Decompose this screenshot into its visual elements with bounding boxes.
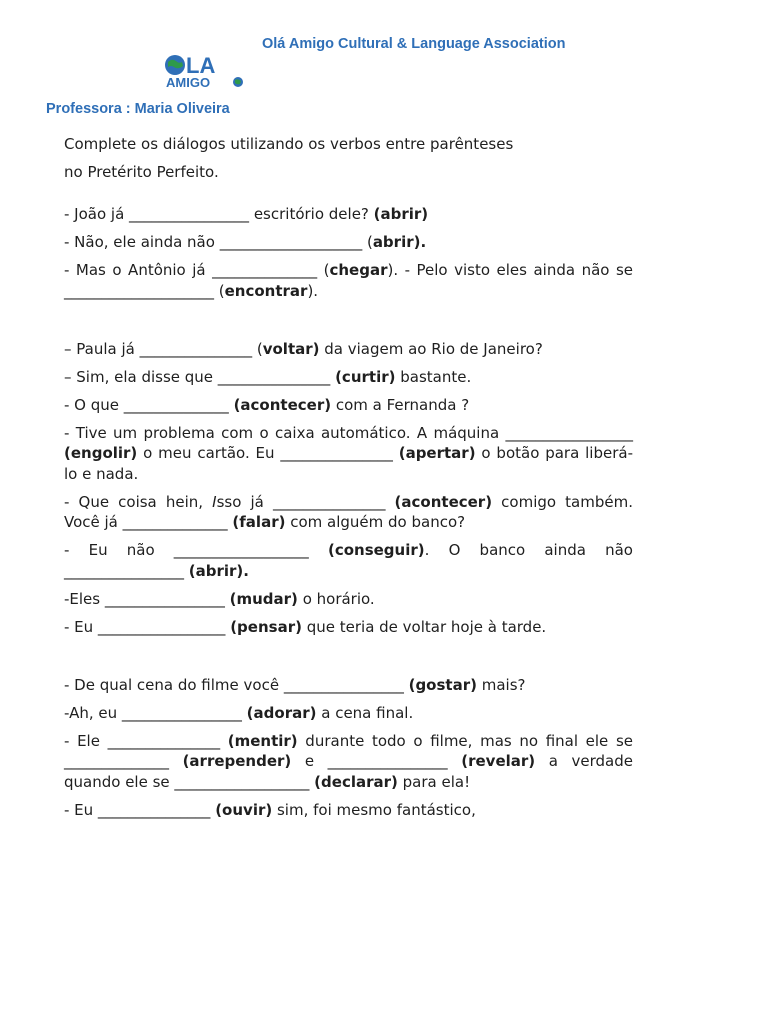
verb-hint: (gostar): [408, 675, 477, 694]
exercise-line: - João já ________________ escritório dele? (abrir): [64, 205, 429, 223]
verb-hint: (declarar): [314, 772, 398, 791]
spacer: [64, 309, 633, 339]
ola-amigo-logo: [162, 52, 246, 90]
verb-hint: chegar: [329, 261, 388, 279]
exercise-line: - Que coisa hein, Isso já _______________ (acontecer) comigo também. Você já ______________ (falar) com alguém do banco?: [64, 492, 633, 531]
exercise-line: -Ah, eu ________________ (adorar) a cena final.: [64, 703, 414, 722]
exercise-line: - Ele _______________ (mentir) durante todo o filme, mas no final ele se ______________ (arrepender) e ________________ (revelar) a verdade quando ele se __________________ (declarar) para ela!: [64, 731, 633, 791]
verb-hint: (acontecer): [394, 492, 493, 511]
exercise-line: - Eu _________________ (pensar) que teria de voltar hoje à tarde.: [64, 617, 547, 636]
exercise-line: - Não, ele ainda não ___________________ (abrir).: [64, 233, 427, 251]
verb-hint: voltar): [262, 339, 320, 358]
verb-hint: (mudar): [229, 589, 298, 608]
exercise-line: – Sim, ela disse que _______________ (curtir) bastante.: [64, 367, 472, 386]
verb-hint: (ouvir): [215, 800, 273, 819]
verb-hint: (pensar): [230, 617, 302, 636]
verb-hint: encontrar: [224, 281, 308, 300]
svg-text:LA: LA: [186, 53, 216, 78]
verb-hint: (mentir): [227, 731, 298, 750]
exercise-line: - O que ______________ (acontecer) com a Fernanda ?: [64, 395, 470, 414]
instructions-line-1: Complete os diálogos utilizando os verbos entre parênteses: [64, 135, 514, 153]
verb-hint: (engolir): [64, 444, 138, 462]
verb-hint: abrir).: [372, 233, 427, 251]
verb-hint: (apertar): [398, 444, 476, 462]
teacher-name: Professora : Maria Oliveira: [46, 101, 230, 117]
verb-hint: (falar): [232, 513, 286, 531]
verb-hint: (curtir): [335, 367, 396, 386]
exercise-line: - Tive um problema com o caixa automático. A máquina _________________ (engolir) o meu cartão. Eu _______________ (apertar) o botão para liberá-lo e nada.: [64, 423, 633, 483]
exercise-line: - De qual cena do filme você ________________ (gostar) mais?: [64, 675, 526, 694]
exercise-line: - Eu não __________________ (conseguir). O banco ainda não ________________ (abrir).: [64, 541, 633, 580]
exercise-line: - Eu _______________ (ouvir) sim, foi mesmo fantástico,: [64, 800, 476, 819]
verb-hint: (revelar): [461, 752, 536, 770]
verb-hint: (acontecer): [233, 395, 332, 414]
exercise-line: - Mas o Antônio já ______________ (chegar). - Pelo visto eles ainda não se ____________________ (encontrar).: [64, 261, 633, 300]
verb-hint: (conseguir): [327, 541, 425, 559]
verb-hint: (adorar): [246, 703, 317, 722]
verb-hint: (abrir): [373, 205, 429, 223]
verb-hint: (abrir).: [188, 561, 249, 580]
worksheet-body: [64, 130, 633, 828]
verb-hint: (arrepender): [182, 752, 292, 770]
spacer: [64, 645, 633, 675]
instructions-line-2: no Pretérito Perfeito.: [64, 163, 219, 181]
svg-text:AMIGO: AMIGO: [166, 75, 211, 90]
exercise-line: – Paula já _______________ (voltar) da viagem ao Rio de Janeiro?: [64, 339, 543, 358]
exercise-line: -Eles ________________ (mudar) o horário.: [64, 589, 375, 608]
organization-title: Olá Amigo Cultural & Language Association: [262, 36, 566, 52]
